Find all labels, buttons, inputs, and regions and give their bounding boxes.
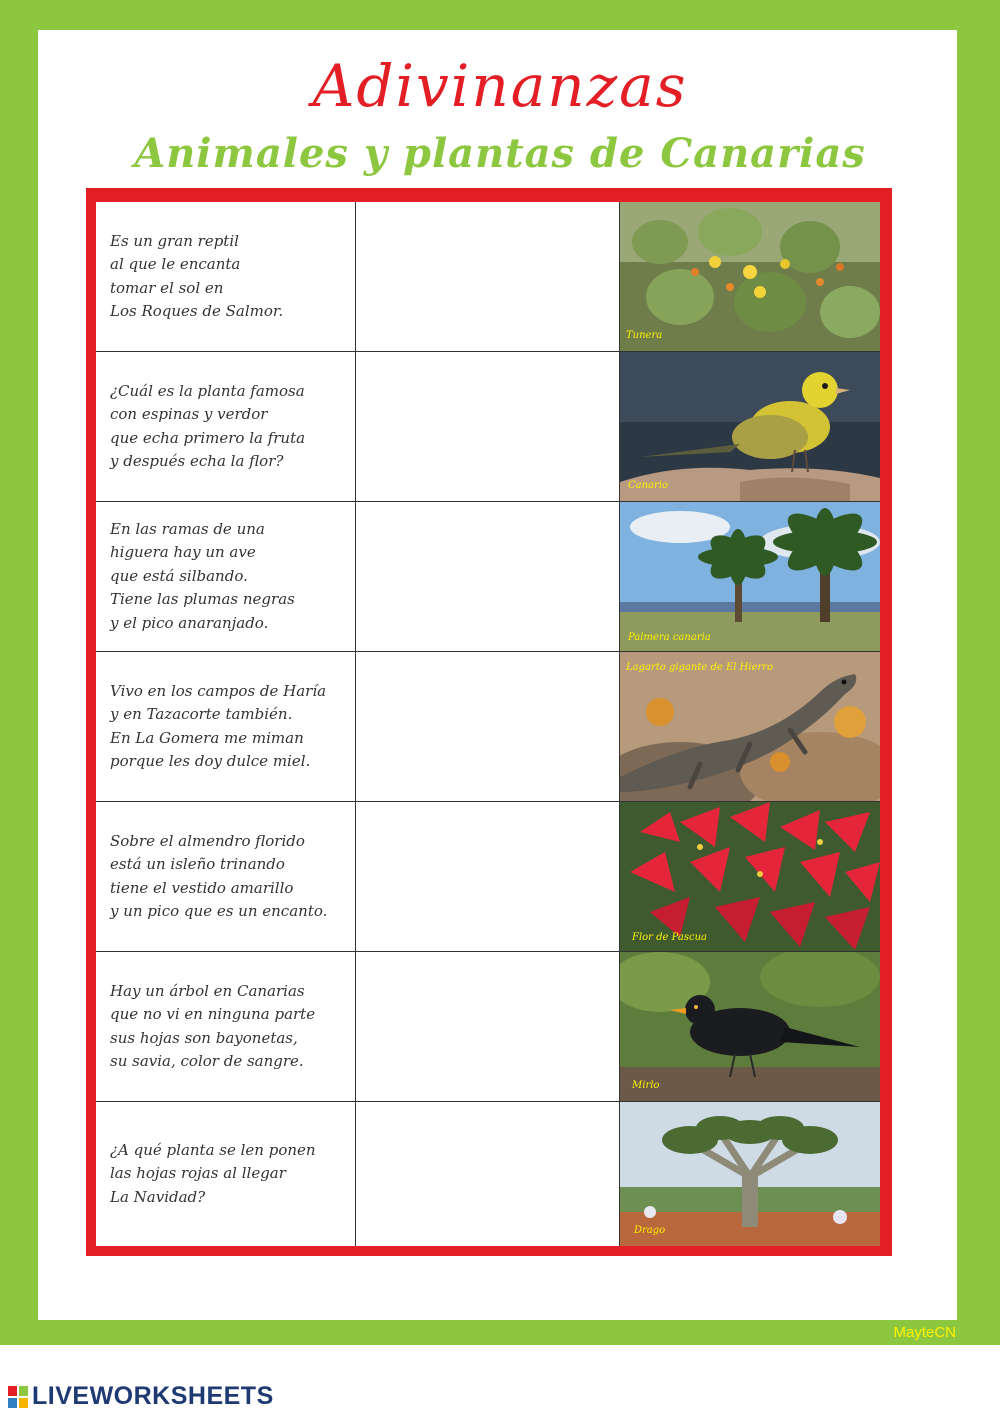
table-row <box>96 802 880 952</box>
photo-label: Tunera <box>626 330 663 341</box>
riddle-text: Vivo en los campos de Haría y en Tazacorte también. En La Gomera me miman porque les doy dulce miel. <box>110 681 327 770</box>
photo-card[interactable] <box>620 952 880 1101</box>
photo-card[interactable] <box>620 502 880 651</box>
author-watermark: MayteCN <box>893 1324 956 1341</box>
riddle-cell <box>96 352 356 501</box>
riddle-cell <box>96 1102 356 1246</box>
photo-card[interactable] <box>620 202 880 351</box>
riddle-text: Hay un árbol en Canarias que no vi en ninguna parte sus hojas son bayonetas, su savia, color de sangre. <box>110 981 316 1070</box>
answer-drop-zone[interactable] <box>356 952 620 1101</box>
page-title: Adivinanzas <box>312 52 688 120</box>
answer-drop-zone[interactable] <box>356 352 620 501</box>
riddle-cell <box>96 502 356 651</box>
photo-card[interactable] <box>620 352 880 501</box>
photo-label: Palmera canaria <box>628 632 711 643</box>
riddle-text: Sobre el almendro florido está un isleño trinando tiene el vestido amarillo y un pico que es un encanto. <box>110 831 328 920</box>
photo-card[interactable] <box>620 652 880 801</box>
cactus-photo-icon <box>620 202 880 351</box>
table-row <box>96 952 880 1102</box>
table-row <box>96 502 880 652</box>
photo-card[interactable] <box>620 802 880 951</box>
photo-label: Canario <box>628 480 669 491</box>
table-row <box>96 1102 880 1246</box>
riddle-cell <box>96 652 356 801</box>
riddle-cell <box>96 952 356 1101</box>
liveworksheets-logo-icon <box>8 1386 28 1408</box>
riddle-table <box>96 202 880 1246</box>
answer-drop-zone[interactable] <box>356 652 620 801</box>
footer-brand[interactable] <box>8 1382 274 1411</box>
blackbird-photo-icon <box>620 952 880 1101</box>
poinsettia-photo-icon <box>620 802 880 951</box>
table-row <box>96 202 880 352</box>
photo-label: Drago <box>634 1225 666 1236</box>
photo-label: Mirlo <box>632 1080 660 1091</box>
riddle-text: ¿A qué planta se len ponen las hojas rojas al llegar La Navidad? <box>110 1140 316 1206</box>
lizard-photo-icon <box>620 652 880 801</box>
table-row <box>96 652 880 802</box>
riddle-text: En las ramas de una higuera hay un ave que está silbando. Tiene las plumas negras y el pico anaranjado. <box>110 519 295 632</box>
riddle-text: ¿Cuál es la planta famosa con espinas y verdor que echa primero la fruta y después echa la flor? <box>110 381 306 470</box>
answer-drop-zone[interactable] <box>356 202 620 351</box>
answer-drop-zone[interactable] <box>356 502 620 651</box>
riddle-cell <box>96 202 356 351</box>
answer-drop-zone[interactable] <box>356 1102 620 1246</box>
photo-label: Flor de Pascua <box>632 932 707 943</box>
footer-brand-text: LIVEWORKSHEETS <box>32 1382 274 1410</box>
canary-bird-photo-icon <box>620 352 880 501</box>
photo-label: Lagarto gigante de El Hierro <box>626 662 774 673</box>
riddle-table-frame <box>86 188 892 1256</box>
riddle-cell <box>96 802 356 951</box>
palm-tree-photo-icon <box>620 502 880 651</box>
table-row <box>96 352 880 502</box>
page-subtitle: Animales y plantas de Canarias <box>134 130 866 177</box>
riddle-text: Es un gran reptil al que le encanta tomar el sol en Los Roques de Salmor. <box>110 231 284 320</box>
photo-card[interactable] <box>620 1102 880 1246</box>
answer-drop-zone[interactable] <box>356 802 620 951</box>
